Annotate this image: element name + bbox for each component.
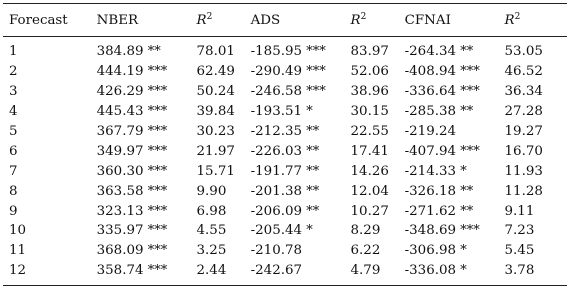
header-r2-ads [351, 4, 405, 37]
significance-stars: * [460, 243, 467, 259]
horizon-value: 7 [9, 163, 18, 179]
r2-value: 4.79 [350, 263, 381, 279]
forecast-horizon-cell [3, 37, 97, 62]
r2-cfnai-cell [505, 181, 567, 201]
header-cfnai: CFNAI [404, 12, 451, 28]
nber-cell [97, 181, 197, 201]
r2-nber-cell [197, 62, 251, 82]
coefficient-value: -205.44 [250, 223, 303, 239]
table-row [3, 102, 567, 122]
coefficient-value: -271.62 [404, 203, 457, 219]
table-row [3, 62, 567, 82]
coefficient-value: -285.38 [404, 104, 457, 120]
coefficient-value: -242.67 [250, 263, 303, 279]
cfnai-cell [405, 201, 505, 221]
significance-stars: *** [460, 64, 480, 80]
r2-ads-cell [351, 261, 405, 285]
table-row [3, 37, 567, 62]
r2-nber-cell [197, 201, 251, 221]
header-forecast: Forecast [9, 12, 68, 28]
coefficient-value: 384.89 [96, 44, 144, 60]
significance-stars: ** [460, 203, 474, 219]
forecast-results-table [3, 3, 567, 286]
coefficient-value: -206.09 [250, 203, 303, 219]
coefficient-value: -348.69 [404, 223, 457, 239]
r2-value: 3.78 [504, 263, 535, 279]
r2-value: 9.90 [196, 183, 227, 199]
nber-cell [97, 261, 197, 285]
horizon-value: 6 [9, 143, 18, 159]
significance-stars: *** [147, 243, 168, 259]
cfnai-cell [405, 82, 505, 102]
cfnai-cell [405, 241, 505, 261]
forecast-horizon-cell [3, 82, 97, 102]
coefficient-value: -226.03 [250, 143, 303, 159]
coefficient-value: -326.18 [404, 183, 457, 199]
cfnai-cell [405, 62, 505, 82]
coefficient-value: -214.33 [404, 163, 457, 179]
r2-value: 50.24 [196, 84, 235, 100]
cfnai-cell [405, 141, 505, 161]
coefficient-value: 349.97 [96, 143, 144, 159]
significance-stars: *** [147, 163, 168, 179]
forecast-horizon-cell [3, 102, 97, 122]
significance-stars: *** [306, 84, 326, 100]
r2-value: 38.96 [350, 84, 389, 100]
ads-cell [251, 102, 351, 122]
coefficient-value: -191.77 [250, 163, 303, 179]
significance-stars: *** [147, 263, 168, 279]
table-row [3, 161, 567, 181]
significance-stars: ** [147, 44, 161, 60]
coefficient-value: -408.94 [404, 64, 457, 80]
r2-value: 3.25 [196, 243, 227, 259]
nber-cell [97, 37, 197, 62]
r2-nber-cell [197, 241, 251, 261]
ads-cell [251, 261, 351, 285]
table-row [3, 221, 567, 241]
r2-ads-cell [351, 221, 405, 241]
header-r2-nber [197, 4, 251, 37]
coefficient-value: 335.97 [96, 223, 144, 239]
significance-stars: *** [147, 124, 168, 139]
nber-cell [97, 82, 197, 102]
table-body [3, 37, 567, 286]
r2-superscript: 2 [206, 12, 213, 22]
r2-value: 30.15 [350, 104, 389, 120]
coefficient-value: 426.29 [96, 84, 144, 100]
horizon-value: 8 [9, 183, 18, 199]
ads-cell [251, 141, 351, 161]
ads-cell [251, 201, 351, 221]
r2-nber-cell [197, 102, 251, 122]
significance-stars: *** [147, 104, 168, 120]
ads-cell [251, 82, 351, 102]
significance-stars: ** [306, 203, 320, 219]
r2-value: 6.98 [196, 203, 227, 219]
significance-stars: ** [460, 104, 474, 120]
r2-value: 10.27 [350, 203, 389, 219]
results-table-container [3, 3, 567, 286]
coefficient-value: 358.74 [96, 263, 144, 279]
significance-stars: ** [306, 183, 320, 199]
table-row [3, 82, 567, 102]
header-r2-cfnai [505, 4, 567, 37]
significance-stars: ** [306, 163, 320, 179]
cfnai-cell [405, 161, 505, 181]
r2-cfnai-cell [505, 221, 567, 241]
r2-value: 9.11 [504, 203, 535, 219]
r2-value: 11.93 [504, 163, 543, 179]
r2-cfnai-cell [505, 122, 567, 142]
r2-ads-cell [351, 241, 405, 261]
r2-value: 30.23 [196, 124, 235, 139]
r2-value: 27.28 [504, 104, 543, 120]
r2-cfnai-cell [505, 201, 567, 221]
cfnai-cell [405, 221, 505, 241]
significance-stars: *** [147, 84, 168, 100]
r2-cfnai-cell [505, 161, 567, 181]
forecast-horizon-cell [3, 181, 97, 201]
r2-value: 36.34 [504, 84, 543, 100]
significance-stars: *** [147, 183, 168, 199]
r2-nber-cell [197, 261, 251, 285]
significance-stars: *** [147, 143, 168, 159]
horizon-value: 10 [9, 223, 27, 239]
significance-stars: ** [460, 183, 474, 199]
significance-stars: * [306, 223, 313, 239]
horizon-value: 9 [9, 203, 18, 219]
significance-stars: *** [460, 223, 480, 239]
r2-nber-cell [197, 82, 251, 102]
r2-nber-cell [197, 122, 251, 142]
r2-letter: R [350, 13, 361, 28]
significance-stars: ** [460, 44, 474, 60]
header-ads: ADS [250, 12, 281, 28]
horizon-value: 2 [9, 64, 18, 80]
r2-ads-cell [351, 122, 405, 142]
significance-stars: *** [147, 203, 168, 219]
coefficient-value: -264.34 [404, 44, 457, 60]
nber-cell [97, 161, 197, 181]
table-row [3, 141, 567, 161]
r2-value: 83.97 [350, 44, 389, 60]
nber-cell [97, 221, 197, 241]
significance-stars: ** [306, 124, 320, 139]
coefficient-value: -210.78 [250, 243, 303, 259]
coefficient-value: 367.79 [96, 124, 144, 139]
significance-stars: * [460, 163, 467, 179]
table-row [3, 241, 567, 261]
ads-cell [251, 37, 351, 62]
ads-cell [251, 181, 351, 201]
r2-nber-cell [197, 161, 251, 181]
r2-value: 62.49 [196, 64, 235, 80]
r2-ads-cell [351, 37, 405, 62]
r2-value: 39.84 [196, 104, 235, 120]
r2-cfnai-cell [505, 62, 567, 82]
r2-nber-cell [197, 181, 251, 201]
r2-value: 53.05 [504, 44, 543, 60]
r2-nber-cell [197, 141, 251, 161]
significance-stars: ** [306, 143, 320, 159]
r2-ads-cell [351, 102, 405, 122]
horizon-value: 12 [9, 263, 27, 279]
table-header [3, 4, 567, 37]
coefficient-value: -201.38 [250, 183, 303, 199]
cfnai-cell [405, 102, 505, 122]
r2-value: 4.55 [196, 223, 227, 239]
nber-cell [97, 201, 197, 221]
forecast-horizon-cell [3, 221, 97, 241]
r2-letter: R [504, 13, 515, 28]
r2-nber-cell [197, 37, 251, 62]
r2-value: 2.44 [196, 263, 227, 279]
horizon-value: 5 [9, 124, 18, 139]
coefficient-value: -336.08 [404, 263, 457, 279]
ads-cell [251, 122, 351, 142]
nber-cell [97, 241, 197, 261]
r2-value: 16.70 [504, 143, 543, 159]
r2-value: 6.22 [350, 243, 381, 259]
cfnai-cell [405, 37, 505, 62]
significance-stars: *** [460, 84, 480, 100]
significance-stars: *** [460, 143, 480, 159]
r2-value: 7.23 [504, 223, 535, 239]
nber-cell [97, 141, 197, 161]
r2-value: 22.55 [350, 124, 389, 139]
significance-stars: *** [147, 223, 168, 239]
forecast-horizon-cell [3, 62, 97, 82]
significance-stars: * [306, 104, 313, 120]
table-row [3, 261, 567, 285]
r2-value: 46.52 [504, 64, 543, 80]
r2-cfnai-cell [505, 241, 567, 261]
r2-ads-cell [351, 62, 405, 82]
coefficient-value: -219.24 [404, 124, 457, 139]
coefficient-value: -246.58 [250, 84, 303, 100]
cfnai-cell [405, 181, 505, 201]
coefficient-value: -306.98 [404, 243, 457, 259]
r2-value: 52.06 [350, 64, 389, 80]
r2-value: 19.27 [504, 124, 543, 139]
horizon-value: 3 [9, 84, 18, 100]
r2-superscript: 2 [514, 12, 521, 22]
forecast-horizon-cell [3, 141, 97, 161]
r2-ads-cell [351, 181, 405, 201]
coefficient-value: -193.51 [250, 104, 303, 120]
coefficient-value: -185.95 [250, 44, 303, 60]
horizon-value: 4 [9, 104, 18, 120]
coefficient-value: 444.19 [96, 64, 144, 80]
r2-value: 14.26 [350, 163, 389, 179]
r2-nber-cell [197, 221, 251, 241]
r2-cfnai-cell [505, 261, 567, 285]
cfnai-cell [405, 261, 505, 285]
r2-cfnai-cell [505, 102, 567, 122]
r2-cfnai-cell [505, 141, 567, 161]
nber-cell [97, 102, 197, 122]
r2-value: 17.41 [350, 143, 389, 159]
r2-letter: R [196, 13, 207, 28]
significance-stars: *** [306, 44, 326, 60]
r2-superscript: 2 [360, 12, 367, 22]
coefficient-value: 323.13 [96, 203, 144, 219]
r2-value: 11.28 [504, 183, 543, 199]
significance-stars: *** [147, 64, 168, 80]
forecast-horizon-cell [3, 122, 97, 142]
coefficient-value: 445.43 [96, 104, 144, 120]
ads-cell [251, 221, 351, 241]
r2-ads-cell [351, 141, 405, 161]
coefficient-value: 363.58 [96, 183, 144, 199]
coefficient-value: -407.94 [404, 143, 457, 159]
horizon-value: 1 [9, 44, 18, 60]
ads-cell [251, 241, 351, 261]
r2-ads-cell [351, 201, 405, 221]
r2-ads-cell [351, 82, 405, 102]
significance-stars: * [460, 263, 467, 279]
r2-value: 12.04 [350, 183, 389, 199]
cfnai-cell [405, 122, 505, 142]
table-row [3, 122, 567, 142]
coefficient-value: -290.49 [250, 64, 303, 80]
r2-cfnai-cell [505, 37, 567, 62]
header-nber: NBER [96, 12, 139, 28]
forecast-horizon-cell [3, 241, 97, 261]
r2-value: 8.29 [350, 223, 381, 239]
horizon-value: 11 [9, 243, 27, 259]
table-row [3, 201, 567, 221]
r2-cfnai-cell [505, 82, 567, 102]
nber-cell [97, 62, 197, 82]
forecast-horizon-cell [3, 161, 97, 181]
coefficient-value: 360.30 [96, 163, 144, 179]
r2-ads-cell [351, 161, 405, 181]
r2-value: 5.45 [504, 243, 535, 259]
forecast-horizon-cell [3, 261, 97, 285]
nber-cell [97, 122, 197, 142]
coefficient-value: 368.09 [96, 243, 144, 259]
table-row [3, 181, 567, 201]
ads-cell [251, 62, 351, 82]
significance-stars: *** [306, 64, 326, 80]
ads-cell [251, 161, 351, 181]
header-row [3, 4, 567, 37]
r2-value: 21.97 [196, 143, 235, 159]
coefficient-value: -336.64 [404, 84, 457, 100]
forecast-horizon-cell [3, 201, 97, 221]
r2-value: 78.01 [196, 44, 235, 60]
r2-value: 15.71 [196, 163, 235, 179]
coefficient-value: -212.35 [250, 124, 303, 139]
